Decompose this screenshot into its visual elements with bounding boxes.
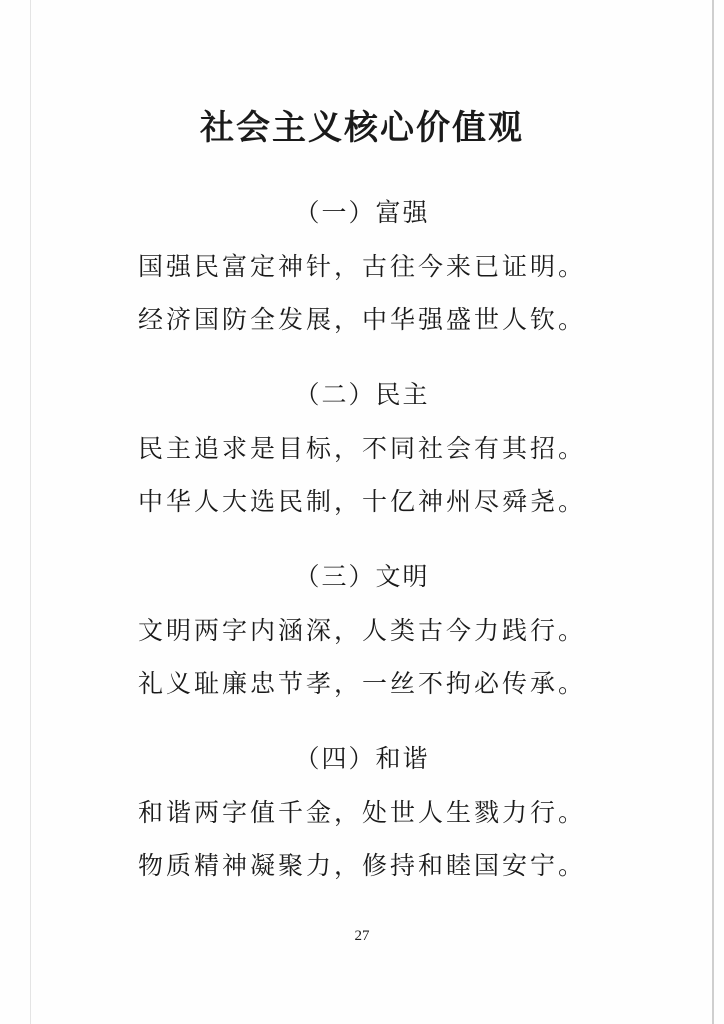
verse-line: 民主追求是目标，不同社会有其招。 xyxy=(137,434,586,463)
verse-line: 文明两字内涵深，人类古今力践行。 xyxy=(137,616,586,645)
verse-line: 经济国防全发展，中华强盛世人钦。 xyxy=(137,305,586,334)
section-heading-2: （二）民主 xyxy=(294,380,430,409)
page-number: 27 xyxy=(354,928,370,944)
verse-line: 中华人大选民制，十亿神州尽舜尧。 xyxy=(137,487,586,516)
verse-line: 和谐两字值千金，处世人生戮力行。 xyxy=(137,798,586,827)
section-heading-4: （四）和谐 xyxy=(294,744,430,773)
section-heading-3: （三）文明 xyxy=(294,562,430,591)
verse-line: 国强民富定神针，古往今来已证明。 xyxy=(137,252,586,281)
section-heading-1: （一）富强 xyxy=(294,198,430,227)
page-title: 社会主义核心价值观 xyxy=(200,108,524,148)
verse-line: 礼义耻廉忠节孝，一丝不拘必传承。 xyxy=(137,669,586,698)
verse-line: 物质精神凝聚力，修持和睦国安宁。 xyxy=(137,851,586,880)
